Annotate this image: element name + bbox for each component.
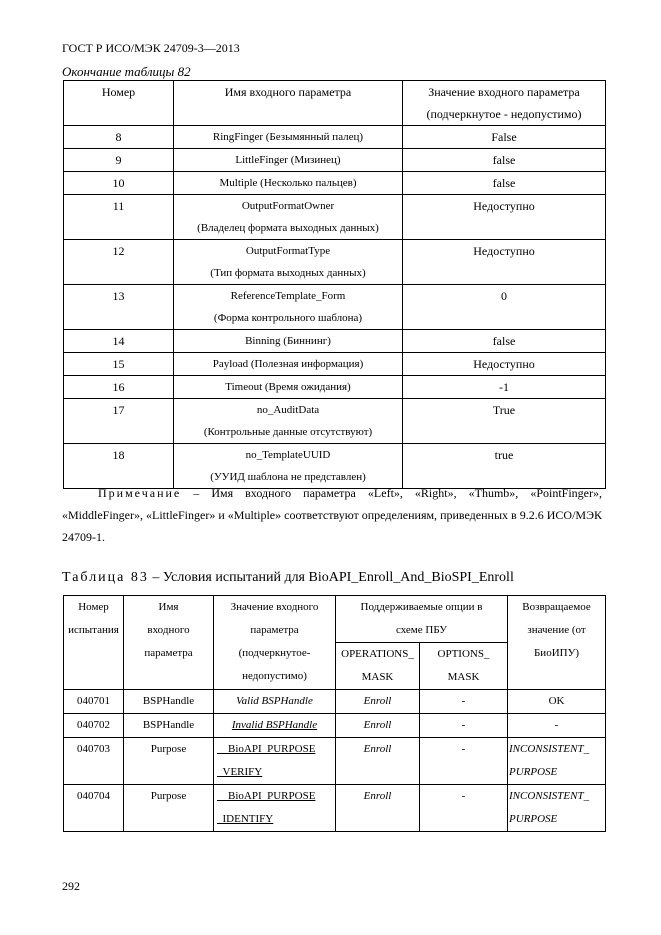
row-return-value (508, 785, 606, 832)
header-options-mask (420, 643, 508, 690)
param-name-line2: (Форма контрольного шаблона) (213, 312, 363, 324)
header-input-name (124, 596, 214, 690)
return-value-line1: INCONSISTENT_ (509, 790, 590, 802)
row-param-value: true (403, 444, 606, 489)
header-number: Номер (64, 81, 174, 126)
table-83-caption-text: – Условия испытаний для BioAPI_Enroll_And_BioSPI_Enroll (148, 570, 514, 585)
row-number: 10 (64, 172, 174, 195)
return-value-line1: INCONSISTENT_ (509, 743, 590, 755)
row-param-name (174, 376, 403, 399)
param-name-line2: (Тип формата выходных данных) (210, 267, 366, 279)
table-row (64, 126, 606, 149)
table-row (64, 149, 606, 172)
row-param-name (174, 353, 403, 376)
row-operations-mask: Enroll (336, 738, 420, 785)
row-param-name (174, 240, 403, 285)
row-param-name (174, 285, 403, 330)
row-param-value: Недоступно (403, 353, 606, 376)
table-row (64, 285, 606, 330)
row-input-name: BSPHandle (124, 714, 214, 738)
row-param-name (174, 195, 403, 240)
table-header-row (64, 596, 606, 643)
row-number: 8 (64, 126, 174, 149)
row-return-value (508, 714, 606, 738)
param-name-line1: OutputFormatType (245, 245, 331, 257)
table-header-row (64, 81, 606, 126)
row-input-name: BSPHandle (124, 690, 214, 714)
row-param-name (174, 149, 403, 172)
return-value-line2: PURPOSE (509, 813, 558, 825)
input-value-line2: _IDENTIFY (217, 813, 274, 825)
param-name-line1: OutputFormatOwner (241, 200, 335, 212)
header-line: MASK (361, 671, 394, 683)
table-row (64, 690, 606, 714)
table-row (64, 714, 606, 738)
row-param-value: Недоступно (403, 240, 606, 285)
header-line: Имя (158, 601, 179, 613)
row-input-name: Purpose (124, 785, 214, 832)
row-number: 9 (64, 149, 174, 172)
table-83-caption-label: Таблица 83 (62, 570, 149, 585)
table-row (64, 172, 606, 195)
row-test-number: 040704 (64, 785, 124, 832)
row-param-value: False (403, 126, 606, 149)
document-header: ГОСТ Р ИСО/МЭК 24709-3—2013 (62, 41, 240, 55)
header-param-value-line1: Значение входного параметра (428, 85, 580, 99)
input-value-line1: Invalid BSPHandle (231, 719, 318, 731)
header-line: испытания (68, 624, 119, 636)
table-82-caption: Окончание таблицы 82 (62, 64, 191, 79)
row-param-value: 0 (403, 285, 606, 330)
table-row (64, 399, 606, 444)
row-param-name (174, 399, 403, 444)
header-supported-options (336, 596, 508, 643)
table-row (64, 738, 606, 785)
row-number: 18 (64, 444, 174, 489)
header-line: параметра (144, 647, 193, 659)
row-param-name (174, 126, 403, 149)
table-note (62, 482, 602, 548)
note-text: – Имя входного параметра «Left», «Right», «Thumb», «PointFinger», «MiddleFinger», «LittleFinger» и «Multiple» соответствуют определениям, приведенных в 9.2.6 ИСО/МЭК 24709-1. (62, 486, 602, 544)
row-param-name (174, 172, 403, 195)
row-operations-mask: Enroll (336, 690, 420, 714)
header-line: схеме ПБУ (395, 624, 448, 636)
row-param-name (174, 330, 403, 353)
header-operations-mask (336, 643, 420, 690)
row-input-value (214, 738, 336, 785)
header-line: MASK (447, 671, 480, 683)
row-return-value (508, 738, 606, 785)
table-82 (63, 80, 606, 489)
param-name-line1: Payload (Полезная информация) (212, 358, 364, 370)
param-name-line2: (Владелец формата выходных данных) (197, 222, 379, 234)
input-value-line1: __BioAPI_PURPOSE (217, 743, 316, 755)
row-options-mask: - (420, 690, 508, 714)
row-param-value: false (403, 330, 606, 353)
input-value-line1: __BioAPI_PURPOSE (217, 790, 316, 802)
row-return-value (508, 690, 606, 714)
row-options-mask: - (420, 714, 508, 738)
header-input-value (214, 596, 336, 690)
row-test-number: 040702 (64, 714, 124, 738)
row-param-value: True (403, 399, 606, 444)
param-name-line1: Multiple (Несколько пальцев) (219, 177, 357, 189)
header-test-number (64, 596, 124, 690)
header-param-value-line2: (подчеркнутое - недопустимо) (426, 107, 582, 121)
row-number: 11 (64, 195, 174, 240)
header-line: Возвращаемое (522, 601, 591, 613)
header-param-value (403, 81, 606, 126)
row-input-name: Purpose (124, 738, 214, 785)
row-param-value: false (403, 149, 606, 172)
table-row (64, 240, 606, 285)
param-name-line2: (Контрольные данные отсутствуют) (203, 426, 373, 438)
header-line: (подчеркнутое- (238, 647, 311, 659)
row-param-value: false (403, 172, 606, 195)
header-return-value (508, 596, 606, 690)
header-line: недопустимо) (242, 670, 307, 682)
row-test-number: 040703 (64, 738, 124, 785)
header-line: Значение входного (230, 601, 319, 613)
table-row (64, 353, 606, 376)
param-name-line1: no_TemplateUUID (245, 449, 331, 461)
param-name-line2: (УУИД шаблона не представлен) (210, 471, 366, 483)
header-line: БиоИПУ) (533, 647, 580, 659)
param-name-line1: Timeout (Время ожидания) (225, 381, 351, 393)
row-param-value: -1 (403, 376, 606, 399)
row-options-mask: - (420, 785, 508, 832)
input-value-line2: _VERIFY (217, 766, 263, 778)
row-input-value (214, 690, 336, 714)
param-name-line1: Binning (Биннинг) (245, 335, 331, 347)
param-name-line1: RingFinger (Безымянный палец) (212, 131, 364, 143)
row-number: 17 (64, 399, 174, 444)
table-83 (63, 595, 606, 832)
table-row (64, 376, 606, 399)
row-param-value: Недоступно (403, 195, 606, 240)
row-input-value (214, 785, 336, 832)
row-number: 16 (64, 376, 174, 399)
header-line: входного (147, 624, 190, 636)
header-line: OPERATIONS_ (341, 648, 414, 660)
return-value-line1: - (554, 719, 559, 731)
page-number: 292 (62, 879, 80, 893)
row-number: 15 (64, 353, 174, 376)
row-test-number: 040701 (64, 690, 124, 714)
row-input-value (214, 714, 336, 738)
row-number: 14 (64, 330, 174, 353)
input-value-line1: Valid BSPHandle (236, 695, 313, 707)
row-operations-mask: Enroll (336, 785, 420, 832)
row-options-mask: - (420, 738, 508, 785)
return-value-line1: OK (548, 695, 565, 707)
note-label: Примечание (98, 486, 182, 500)
row-operations-mask: Enroll (336, 714, 420, 738)
param-name-line1: no_AuditData (256, 404, 320, 416)
header-line: параметра (250, 624, 299, 636)
header-line: значение (от (527, 624, 586, 636)
header-param-name: Имя входного параметра (174, 81, 403, 126)
param-name-line1: ReferenceTemplate_Form (230, 290, 346, 302)
table-row (64, 195, 606, 240)
table-83-caption (62, 570, 514, 586)
header-line: Поддерживаемые опции в (360, 601, 483, 613)
row-number: 12 (64, 240, 174, 285)
table-row (64, 330, 606, 353)
table-row (64, 785, 606, 832)
header-line: OPTIONS_ (437, 648, 490, 660)
row-number: 13 (64, 285, 174, 330)
return-value-line2: PURPOSE (509, 766, 558, 778)
param-name-line1: LittleFinger (Мизинец) (235, 154, 341, 166)
header-line: Номер (78, 601, 109, 613)
